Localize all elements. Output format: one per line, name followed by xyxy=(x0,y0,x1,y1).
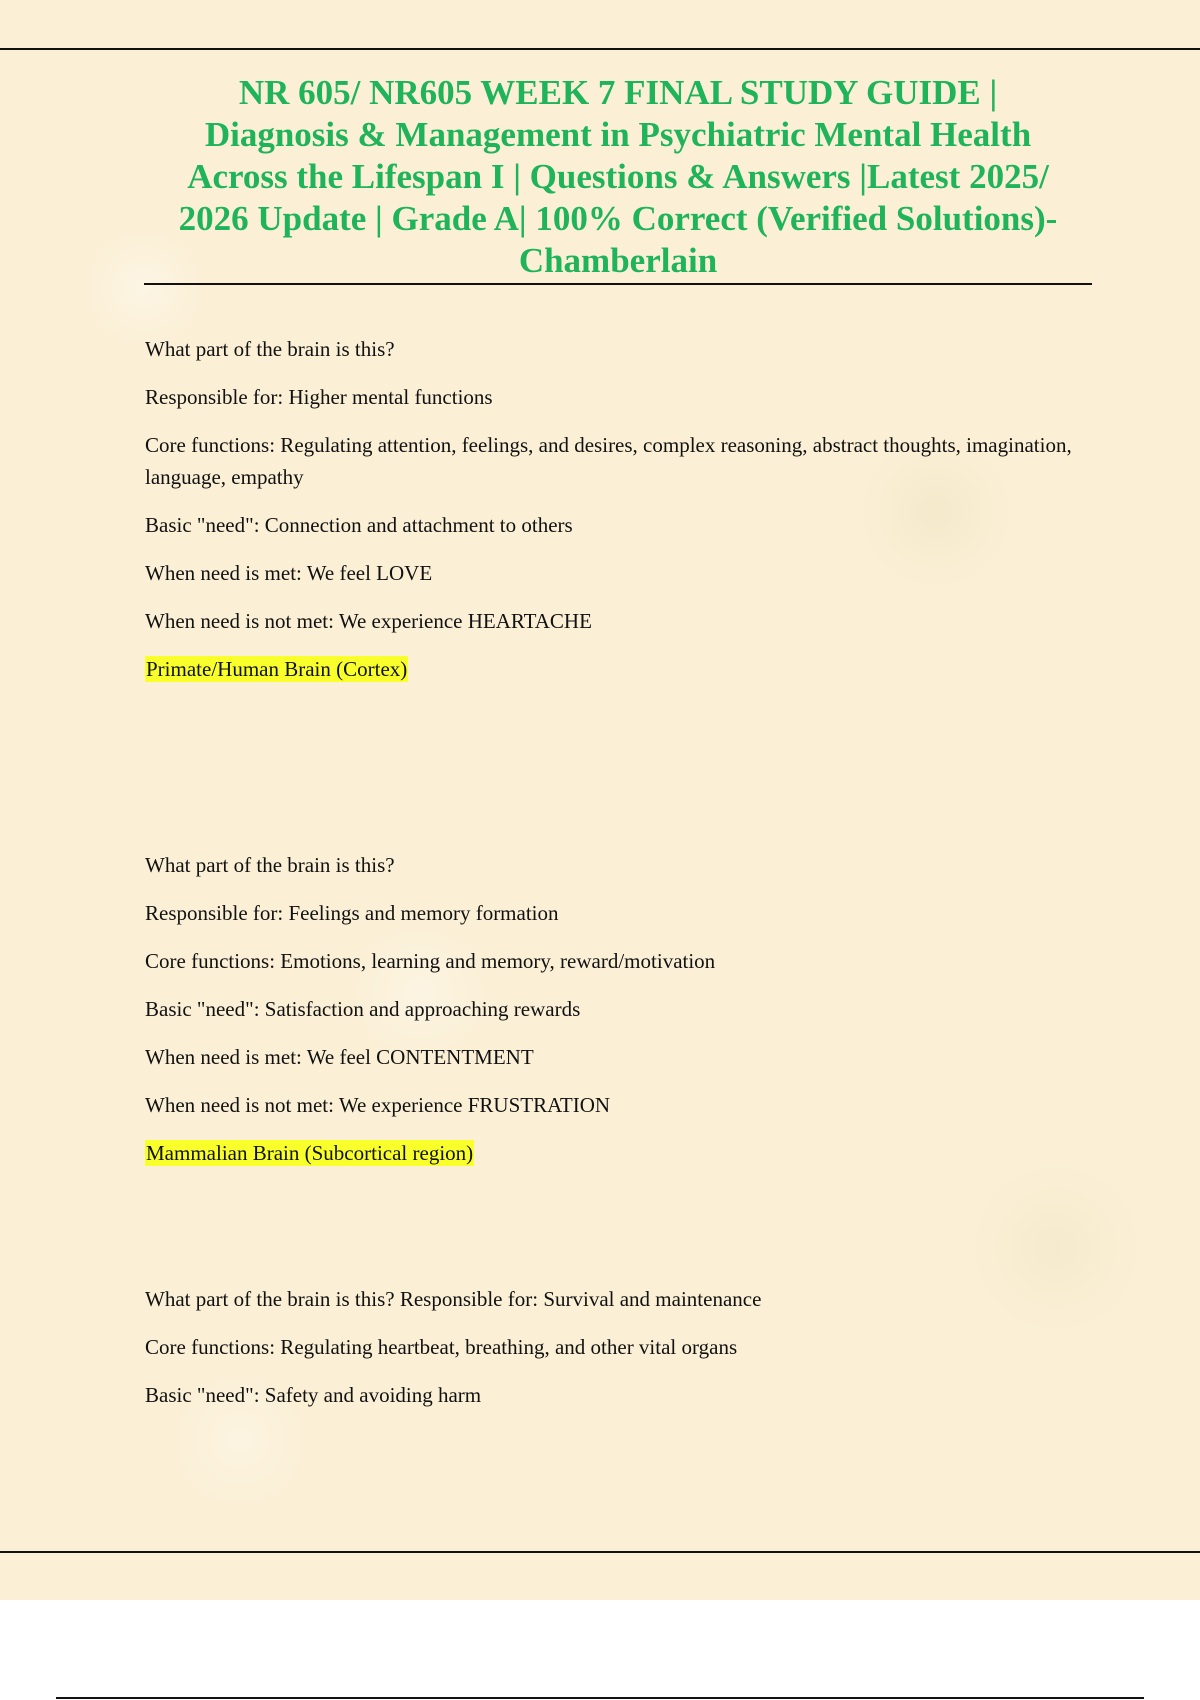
core-functions: Core functions: Regulating heartbeat, breathing, and other vital organs xyxy=(145,1335,738,1359)
highlighted-answer: Primate/Human Brain (Cortex) xyxy=(146,657,408,681)
title-line-2: Diagnosis & Management in Psychiatric Mental Health xyxy=(204,115,1032,154)
need-met: When need is met: We feel LOVE xyxy=(145,561,433,585)
title-line-5: Chamberlain xyxy=(518,241,718,280)
question-block-1 xyxy=(145,333,1095,701)
bottom-divider xyxy=(0,1551,1200,1553)
responsible-for: Responsible for: Higher mental functions xyxy=(145,385,493,409)
highlighted-answer: Mammalian Brain (Subcortical region) xyxy=(146,1141,474,1165)
top-divider xyxy=(0,48,1200,50)
question-prompt: What part of the brain is this? xyxy=(145,337,395,361)
basic-need: Basic "need": Satisfaction and approaching rewards xyxy=(145,997,581,1021)
responsible-for: Responsible for: Feelings and memory formation xyxy=(145,901,559,925)
question-block-3 xyxy=(145,1283,1095,1427)
core-functions: Core functions: Regulating attention, feelings, and desires, complex reasoning, abstract thoughts, imagination, language, empathy xyxy=(145,433,1072,489)
core-functions: Core functions: Emotions, learning and memory, reward/motivation xyxy=(145,949,716,973)
title-underline xyxy=(144,283,1092,285)
need-not-met: When need is not met: We experience FRUSTRATION xyxy=(145,1093,611,1117)
document-title xyxy=(144,72,1092,282)
basic-need: Basic "need": Connection and attachment to others xyxy=(145,513,573,537)
title-line-4: 2026 Update | Grade A| 100% Correct (Verified Solutions)- xyxy=(178,199,1058,238)
need-not-met: When need is not met: We experience HEARTACHE xyxy=(145,609,592,633)
question-prompt: What part of the brain is this? Responsible for: Survival and maintenance xyxy=(145,1287,762,1311)
question-block-2 xyxy=(145,849,1095,1185)
need-met: When need is met: We feel CONTENTMENT xyxy=(145,1045,534,1069)
question-prompt: What part of the brain is this? xyxy=(145,853,395,877)
title-line-1: NR 605/ NR605 WEEK 7 FINAL STUDY GUIDE | xyxy=(238,73,998,112)
footer-divider xyxy=(56,1697,1144,1699)
title-line-3: Across the Lifespan I | Questions & Answers |Latest 2025/ xyxy=(187,157,1049,196)
basic-need: Basic "need": Safety and avoiding harm xyxy=(145,1383,482,1407)
